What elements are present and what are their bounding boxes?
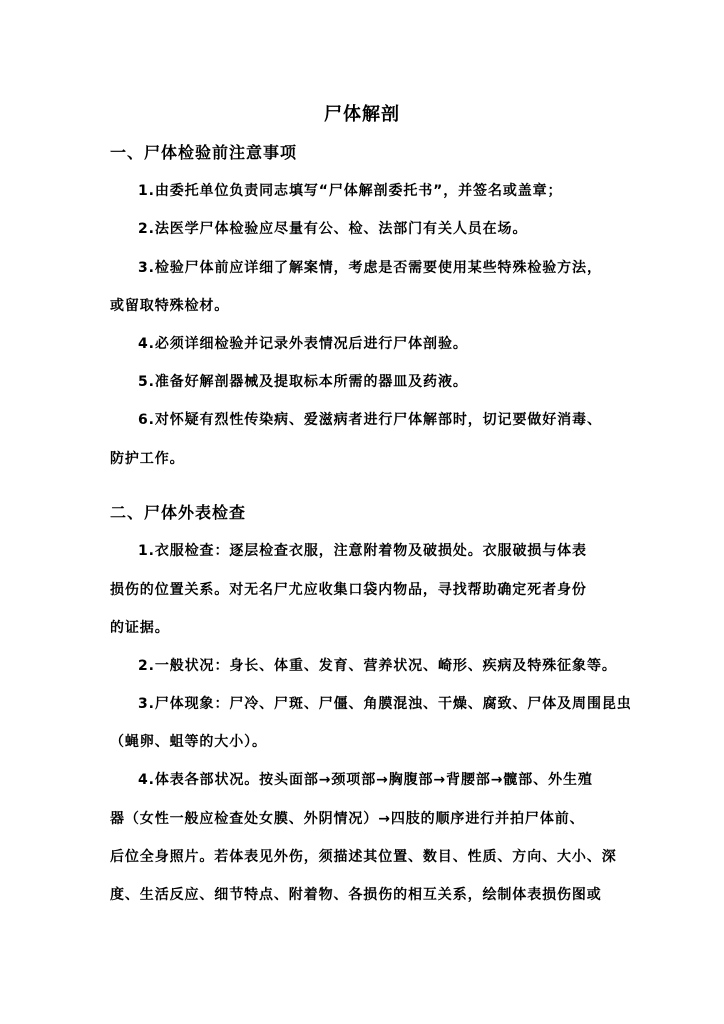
section1-item-6: 6.对怀疑有烈性传染病、爱滋病者进行尸体解部时，切记要做好消毒、: [138, 412, 602, 428]
section1-item-1: 1.由委托单位负责同志填写“尸体解剖委托书”，并签名或盖章；: [138, 183, 563, 199]
section1-item-3-cont: 或留取特殊检材。: [110, 298, 230, 314]
section2-item-1-cont-1: 损伤的位置关系。对无名尸尤应收集口袋内物品，寻找帮助确定死者身份: [110, 582, 587, 598]
section1-item-4: 4.必须详细检验并记录外表情况后进行尸体剖验。: [138, 336, 468, 352]
section2-item-4: 4.体表各部状况。按头面部→颈项部→胸腹部→背腰部→髋部、外生殖: [138, 772, 593, 788]
section1-item-6-cont: 防护工作。: [110, 451, 185, 467]
section2-heading: 二、尸体外表检查: [110, 503, 247, 522]
section2-item-4-cont-3: 度、生活反应、细节特点、附着物、各损伤的相互关系，绘制体表损伤图或: [110, 887, 602, 903]
section2-item-1: 1.衣服检查：逐层检查衣服，注意附着物及破损处。衣服破损与体表: [138, 543, 587, 559]
section2-item-3: 3.尸体现象：尸冷、尸斑、尸僵、角膜混浊、干燥、腐致、尸体及周围昆虫: [138, 696, 632, 712]
section1-item-3: 3.检验尸体前应详细了解案情，考虑是否需要使用某些特殊检验方法，: [138, 260, 602, 276]
section1-item-2: 2.法医学尸体检验应尽量有公、检、法部门有关人员在场。: [138, 221, 528, 237]
section2-item-4-cont-1: 器（女性一般应检查处女膜、外阴情况）→四肢的顺序进行并拍尸体前、: [110, 811, 585, 827]
section1-item-5: 5.准备好解剖器械及提取标本所需的器皿及药液。: [138, 374, 468, 390]
section1-heading: 一、尸体检验前注意事项: [110, 143, 298, 162]
section2-item-3-cont: （蝇卵、蛆等的大小）。: [110, 734, 267, 750]
section2-item-4-cont-2: 后位全身照片。若体表见外伤，须描述其位置、数目、性质、方向、大小、深: [110, 849, 617, 865]
section2-item-2: 2.一般状况：身长、体重、发育、营养状况、崎形、疾病及特殊征象等。: [138, 658, 617, 674]
section2-item-1-cont-2: 的证据。: [110, 620, 170, 636]
document-title: 尸体解剖: [324, 104, 400, 125]
